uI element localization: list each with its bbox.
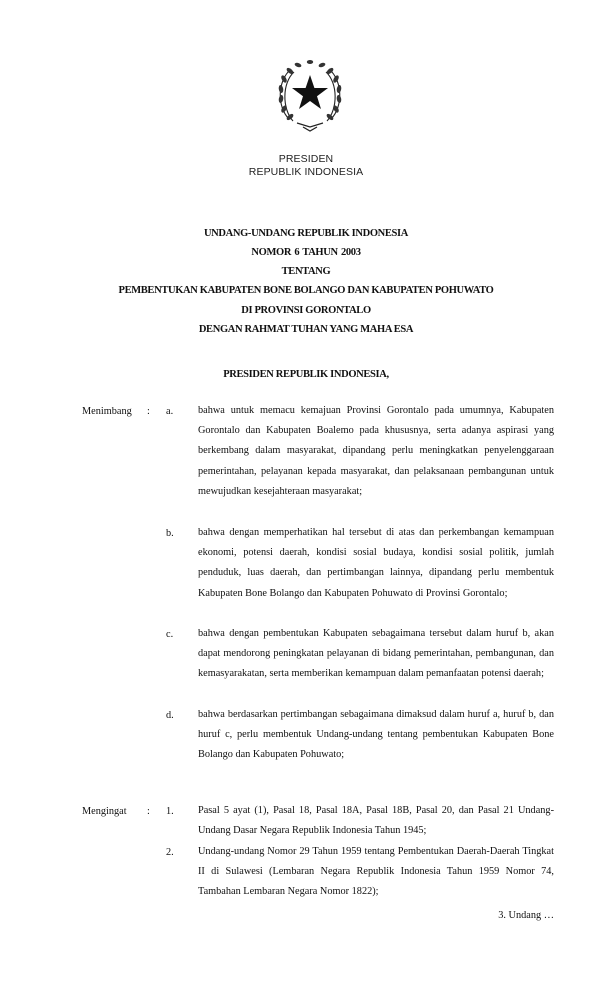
mengingat-marker-2: 2. xyxy=(166,847,174,858)
mengingat-label: Mengingat xyxy=(82,806,127,817)
mengingat-item-2: Undang-undang Nomor 29 Tahun 1959 tentang Pembentukan Daerah-Daerah Tingkat II di Sulawesi (Lembaran Negara Republik Indonesia Tahun 1959 Nomor 74, Tambahan Lembaran Negara Nomor 1822); xyxy=(198,846,554,898)
enacting-authority: PRESIDEN REPUBLIK INDONESIA, xyxy=(223,369,389,380)
presidential-seal-icon xyxy=(275,57,345,137)
menimbang-marker-b: b. xyxy=(166,528,174,539)
menimbang-item-b: bahwa dengan memperhatikan hal tersebut di atas dan perkembangan kemampuan ekonomi, potensi daerah, kondisi sosial budaya, kondisi sosial politik, jumlah penduduk, luas daerah, dan pertimbangan lainnya, dipandang perlu membentuk Kabupaten Bone Bolango dan Kabupaten Pohuwato di Provinsi Gorontalo; xyxy=(198,527,554,599)
letterhead-line-republik: REPUBLIK INDONESIA xyxy=(248,166,364,178)
menimbang-marker-a: a. xyxy=(166,406,174,417)
continuation-catchword: 3. Undang … xyxy=(498,910,554,921)
law-number: NOMOR 6 TAHUN 2003 xyxy=(251,247,361,258)
menimbang-item-c: bahwa dengan pembentukan Kabupaten sebagaimana tersebut dalam huruf b, akan dapat mendorong peningkatan pelayanan di bidang pemerintahan, pembangunan, dan kemasyarakatan, serta memberikan kemampuan dalam pemanfaatan potensi daerah; xyxy=(198,628,554,680)
law-tentang: TENTANG xyxy=(281,266,331,277)
law-province: DI PROVINSI GORONTALO xyxy=(241,305,371,316)
menimbang-marker-d: d. xyxy=(166,710,174,721)
menimbang-label: Menimbang xyxy=(82,406,132,417)
letterhead-line-presiden: PRESIDEN xyxy=(278,153,334,165)
menimbang-marker-c: c. xyxy=(166,629,174,640)
menimbang-colon: : xyxy=(147,406,150,417)
law-subject: PEMBENTUKAN KABUPATEN BONE BOLANGO DAN KABUPATEN POHUWATO xyxy=(118,285,494,296)
menimbang-item-a: bahwa untuk memacu kemajuan Provinsi Gorontalo pada umumnya, Kabupaten Gorontalo dan Kabupaten Boalemo pada khususnya, serta adanya aspirasi yang berkembang dalam masyarakat, dipandang perlu meningkatkan penyelenggaraan pemerintahan, pelayanan kepada masyarakat, dan pelaksanaan pembangunan untuk mewujudkan kesejahteraan masyarakat; xyxy=(198,405,554,497)
law-title: UNDANG-UNDANG REPUBLIK INDONESIA xyxy=(203,228,409,239)
menimbang-item-d: bahwa berdasarkan pertimbangan sebagaimana dimaksud dalam huruf a, huruf b, dan huruf c, perlu membentuk Undang-undang tentang pembentukan Kabupaten Bone Bolango dan Kabupaten Pohuwato; xyxy=(198,709,554,761)
mengingat-colon: : xyxy=(147,806,150,817)
law-preamble: DENGAN RAHMAT TUHAN YANG MAHA ESA xyxy=(198,324,414,335)
mengingat-marker-1: 1. xyxy=(166,806,174,817)
mengingat-item-1: Pasal 5 ayat (1), Pasal 18, Pasal 18A, Pasal 18B, Pasal 20, dan Pasal 21 Undang-Undang Dasar Negara Republik Indonesia Tahun 1945; xyxy=(198,805,554,837)
